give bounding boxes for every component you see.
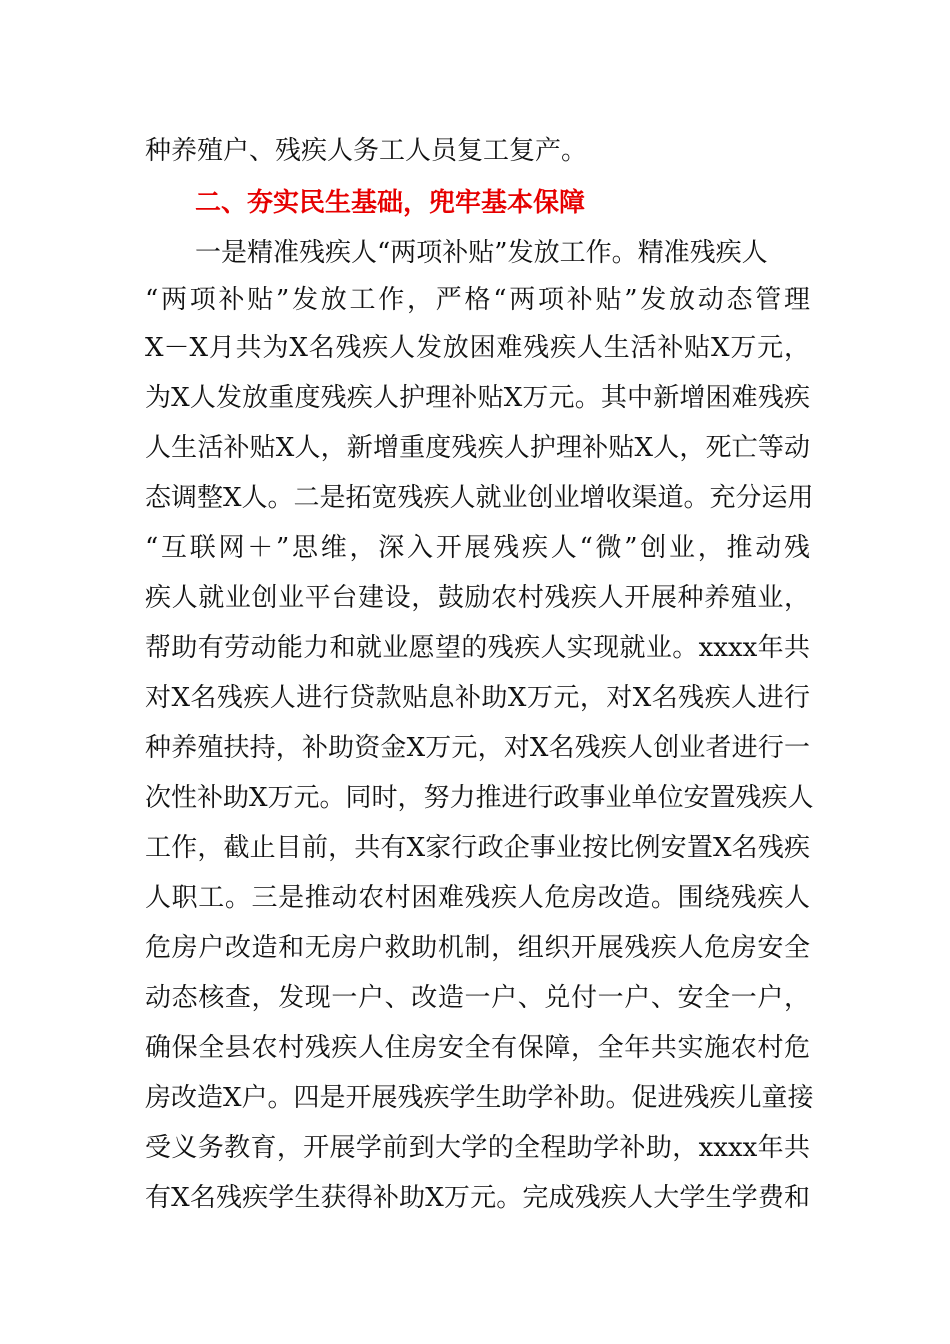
paragraph-line: 帮助有劳动能力和就业愿望的残疾人实现就业。xxxx年共	[145, 633, 810, 663]
paragraph-line: “两项补贴”发放工作，严格“两项补贴”发放动态管理	[145, 285, 810, 315]
paragraph-line: 对X名残疾人进行贷款贴息补助X万元，对X名残疾人进行	[145, 683, 810, 713]
paragraph-line: 态调整X人。二是拓宽残疾人就业创业增收渠道。充分运用	[145, 483, 814, 513]
paragraph-line: 一是精准残疾人“两项补贴”发放工作。精准残疾人	[195, 238, 768, 268]
paragraph-line: 为X人发放重度残疾人护理补贴X万元。其中新增困难残疾	[145, 383, 810, 413]
paragraph-line: 人生活补贴X人，新增重度残疾人护理补贴X人，死亡等动	[145, 433, 810, 463]
paragraph-line: 疾人就业创业平台建设，鼓励农村残疾人开展种养殖业，	[145, 583, 810, 613]
paragraph-line: 动态核查，发现一户、改造一户、兑付一户、安全一户，	[145, 983, 810, 1013]
continuation-line: 种养殖户、残疾人务工人员复工复产。	[145, 136, 588, 166]
paragraph-line: 次性补助X万元。同时，努力推进行政事业单位安置残疾人	[145, 783, 814, 813]
paragraph-line: 确保全县农村残疾人住房安全有保障，全年共实施农村危	[145, 1033, 810, 1063]
paragraph-line: 危房户改造和无房户救助机制，组织开展残疾人危房安全	[145, 933, 810, 963]
paragraph-line: 受义务教育，开展学前到大学的全程助学补助，xxxx年共	[145, 1133, 810, 1163]
paragraph-line: X－X月共为X名残疾人发放困难残疾人生活补贴X万元，	[145, 333, 810, 363]
paragraph-line: 人职工。三是推动农村困难残疾人危房改造。围绕残疾人	[145, 883, 810, 913]
paragraph-line: 工作，截止目前，共有X家行政企事业按比例安置X名残疾	[145, 833, 810, 863]
paragraph-line: 有X名残疾学生获得补助X万元。完成残疾人大学生学费和	[145, 1183, 810, 1213]
paragraph-line: 种养殖扶持，补助资金X万元，对X名残疾人创业者进行一	[145, 733, 810, 763]
section-heading: 二、夯实民生基础，兜牢基本保障	[195, 188, 586, 218]
paragraph-line: 房改造X户。四是开展残疾学生助学补助。促进残疾儿童接	[145, 1083, 814, 1113]
paragraph-line: “互联网＋”思维，深入开展残疾人“微”创业，推动残	[145, 533, 810, 563]
